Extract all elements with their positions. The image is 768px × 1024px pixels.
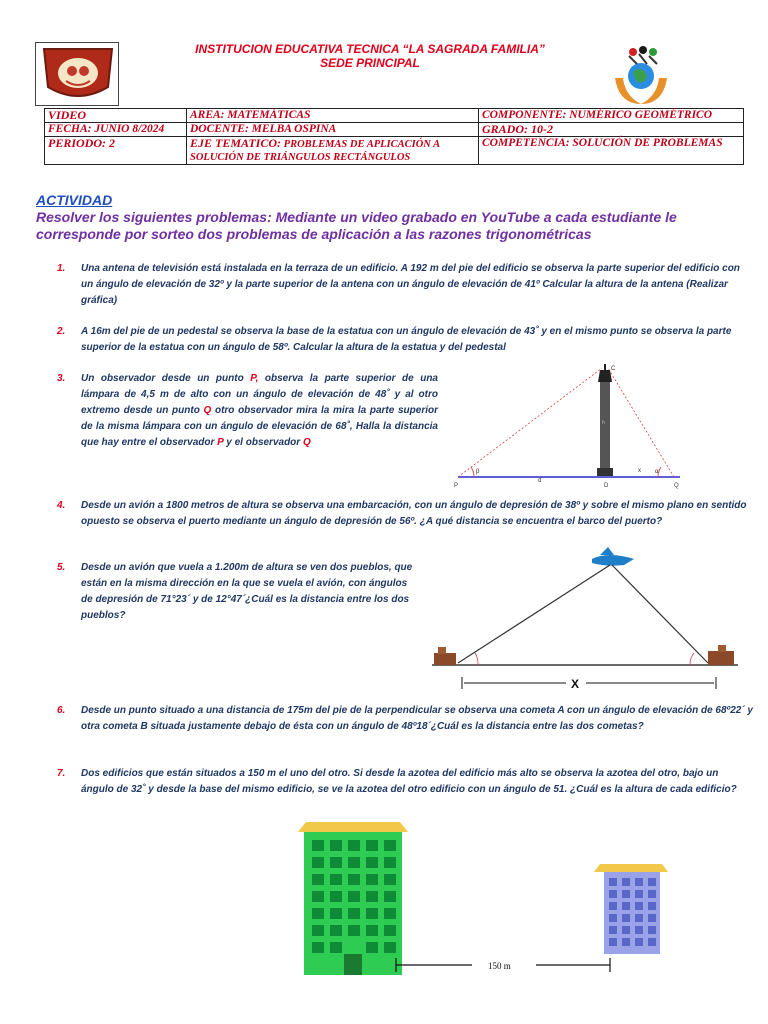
window (312, 891, 324, 902)
school-logo (35, 42, 119, 106)
activity-instructions: Resolver los siguientes problemas: Mediante un video grabado en YouTube a cada estudiante le corresponde por sorteo dos problemas de aplicación a las razones trigonométricas (36, 209, 677, 242)
problem-3-part: y el observador (223, 437, 303, 448)
town-right-icon (708, 651, 734, 665)
tall-building-door (344, 954, 362, 975)
window (366, 925, 378, 936)
window (384, 908, 396, 919)
window (312, 857, 324, 868)
buildings-diagram (292, 818, 682, 978)
window (384, 857, 396, 868)
lamp-base (597, 468, 613, 476)
window (635, 878, 643, 886)
window (330, 908, 342, 919)
window (635, 890, 643, 898)
tall-building (304, 832, 402, 975)
sight-line-q (608, 368, 674, 477)
label-d: d (538, 478, 542, 484)
window (635, 938, 643, 946)
problem-4-text: Desde un avión a 1800 metros de altura se observa una embarcación, con un ángulo de depresión de 38º y sobre el mismo plano en sentido opuesto se observa el puerto mediante un ángulo de depresión de 56º. ¿A qué distancia se encuentra el barco del puerto? (81, 500, 747, 527)
window (622, 938, 630, 946)
window (312, 908, 324, 919)
table-row (45, 137, 744, 165)
window (330, 925, 342, 936)
problem-7-text: Dos edificios que están situados a 150 m el uno del otro. Si desde la azotea del edificio más alto se observa la azotea del otro, bajo un ángulo de 32˚ y desde la base del mismo edificio, se ve la azotea del otro edificio con un ángulo de 51. ¿Cuál es la altura de cada edificio? (81, 768, 737, 795)
window (366, 840, 378, 851)
label-h: h (602, 420, 605, 426)
window (622, 878, 630, 886)
problem-1-number: 1. (57, 263, 66, 274)
window (348, 874, 360, 885)
cell-video: VIDEO (45, 109, 187, 123)
problem-2-text: A 16m del pie de un pedestal se observa la base de la estatua con un ángulo de elevación de 43˚ y en el mismo punto se observa la parte superior de la estatua con un ángulo de 58º. Calcular la altura de la estatua y del pedestal (81, 326, 732, 353)
window (635, 926, 643, 934)
window (635, 902, 643, 910)
problem-6-number: 6. (57, 705, 66, 716)
window (648, 902, 656, 910)
window (635, 914, 643, 922)
window (330, 891, 342, 902)
window (366, 857, 378, 868)
window (366, 874, 378, 885)
window (609, 878, 617, 886)
problem-3-part: otro observador mira la mira la parte superior de la misma lámpara con un ángulo de elevación de 68˚, Halla la distancia que hay entre el observador (81, 405, 438, 448)
cell-area: AREA: MATEMÁTICAS (187, 109, 479, 123)
window (609, 890, 617, 898)
window (348, 908, 360, 919)
label-c: C (611, 366, 616, 372)
airplane-icon (592, 555, 634, 566)
problem-3-part: observa la parte superior de una lámpara de 4,5 m de alto con un ángulo de elevación de 48˚ y al otro extremo desde un punto (81, 373, 438, 416)
window (622, 902, 630, 910)
problem-5-text: Desde un avión que vuela a 1.200m de altura se ven dos pueblos, que están en la misma dirección en la que se vuela el avión, con ángulos de depresión de 71°23´ y de 12°47´¿Cuál es la distancia entre los dos pueblos? (81, 562, 413, 621)
table-row (45, 109, 744, 123)
problem-3-text (81, 371, 438, 451)
cell-competencia: COMPETENCIA: SOLUCIÓN DE PROBLEMAS (479, 137, 744, 165)
cell-fecha: FECHA: JUNIO 8/2024 (45, 123, 187, 137)
problem-1-text: Una antena de televisión está instalada en la terraza de un edificio. A 192 m del pie del edificio se observa la parte superior del edificio con un ángulo de elevación de 32º y la parte superior de la antena con un ángulo de elevación de 41º Calcular la altura de la antena (Realizar gráfica) (81, 263, 740, 306)
roof-short-building (594, 864, 668, 872)
problem-4-number: 4. (57, 500, 66, 511)
institution-name: INSTITUCION EDUCATIVA TECNICA “LA SAGRADA FAMILIA” (195, 42, 545, 56)
window (330, 874, 342, 885)
point-q-label: Q (302, 437, 311, 448)
window (648, 914, 656, 922)
sight-line-right (612, 565, 708, 663)
sight-line-left (458, 565, 610, 663)
label-big-d: D (604, 483, 609, 489)
town-left-icon (434, 653, 456, 665)
label-alpha: α (655, 469, 659, 475)
cell-componente: COMPONENTE: NUMÉRICO GEOMÉTRICO (479, 109, 744, 123)
window (609, 902, 617, 910)
airplane-diagram (428, 545, 742, 695)
problem-2-number: 2. (57, 326, 66, 337)
problem-3-number: 3. (57, 373, 66, 384)
label-x: x (638, 468, 641, 474)
problem-5-number: 5. (57, 562, 66, 573)
problem-3-part: Un observador desde un punto (81, 373, 251, 384)
label-q: Q (674, 483, 679, 489)
window (330, 840, 342, 851)
window (648, 926, 656, 934)
window (312, 874, 324, 885)
window (348, 840, 360, 851)
point-p-label: P (217, 437, 224, 448)
cell-grado: GRADO: 10-2 (479, 123, 744, 137)
window (384, 942, 396, 953)
problem-6-text: Desde un punto situado a una distancia de 175m del pie de la perpendicular se observa una cometa A con un ángulo de elevación de 68º22´ y otra cometa B situada justamente debajo de ésta con un ángulo de 48º18´¿Cuál es la distancia entre las dos cometas? (81, 705, 753, 732)
window (622, 926, 630, 934)
window (648, 890, 656, 898)
label-p: P (454, 483, 459, 489)
window (312, 840, 324, 851)
label-beta: β (476, 469, 480, 475)
sede-name: SEDE PRINCIPAL (320, 56, 420, 70)
problem-7-number: 7. (57, 768, 66, 779)
window (648, 938, 656, 946)
point-p-label: P, (250, 373, 259, 384)
window (622, 890, 630, 898)
point-q-label: Q (203, 405, 212, 416)
roof-tall-building (298, 822, 408, 832)
cell-docente: DOCENTE: MELBA OSPINA (187, 123, 479, 137)
info-table (44, 108, 744, 165)
window (609, 938, 617, 946)
window (648, 878, 656, 886)
cell-periodo: PERIODO: 2 (45, 137, 187, 165)
window (330, 942, 342, 953)
window (348, 857, 360, 868)
window (384, 925, 396, 936)
window (384, 891, 396, 902)
cell-eje (187, 137, 479, 165)
window (366, 891, 378, 902)
distance-x-label: X (571, 677, 580, 691)
window (609, 926, 617, 934)
table-row (45, 123, 744, 137)
window (312, 942, 324, 953)
globe-hands-logo (605, 42, 675, 112)
window (348, 891, 360, 902)
lamp-post (600, 382, 610, 470)
window (609, 914, 617, 922)
distance-label: 150 m (488, 961, 511, 971)
window (366, 908, 378, 919)
activity-title: ACTIVIDAD (36, 192, 113, 208)
window (384, 840, 396, 851)
eje-value: PROBLEMAS DE APLICACIÓN A SOLUCIÓN DE TRIÁNGULOS RECTÁNGULOS (190, 139, 440, 163)
sight-line-p (458, 368, 602, 477)
window (330, 857, 342, 868)
window (312, 925, 324, 936)
lamp-head (598, 370, 612, 382)
window (348, 925, 360, 936)
window (622, 914, 630, 922)
lamp-diagram (452, 360, 688, 490)
window (384, 874, 396, 885)
eje-label: EJE TEMATICO: (190, 136, 282, 150)
window (366, 942, 378, 953)
